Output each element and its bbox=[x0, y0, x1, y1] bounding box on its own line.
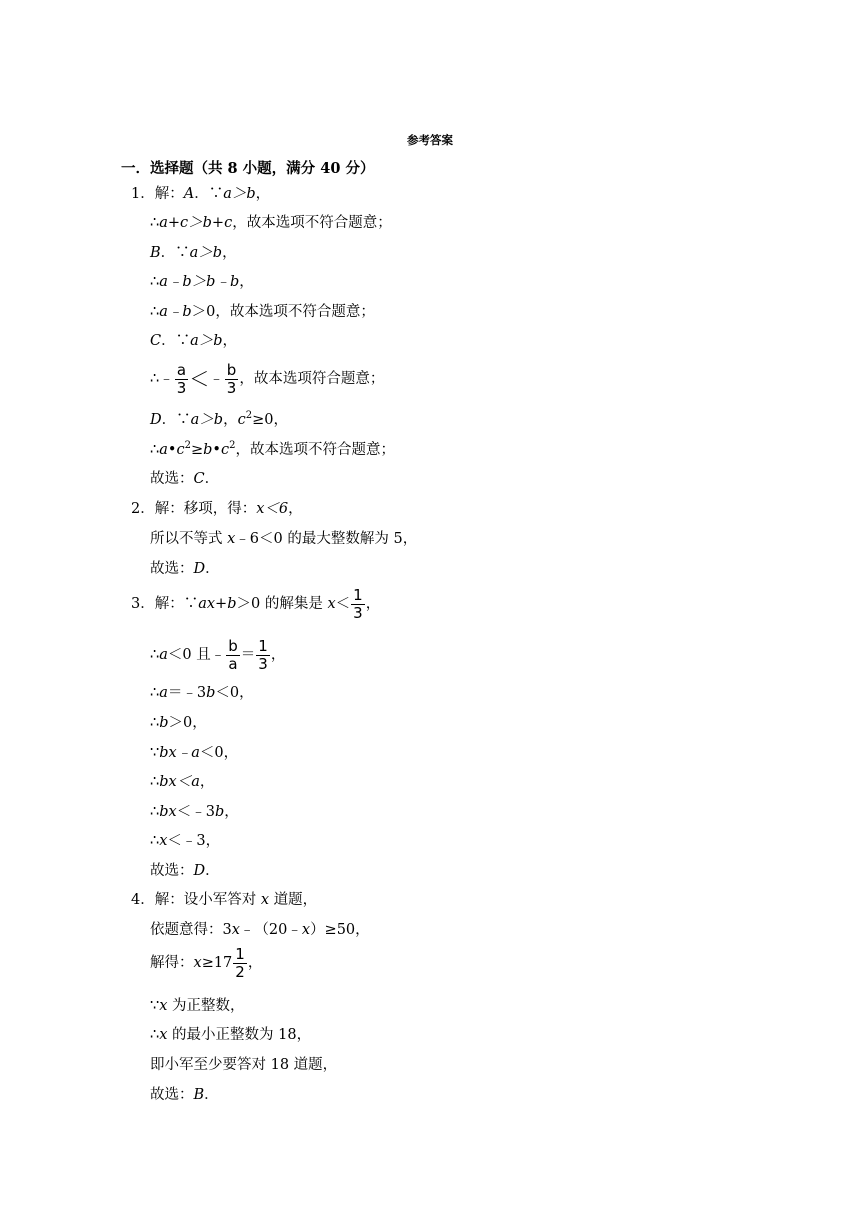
math-expr: a﹣b bbox=[159, 304, 192, 320]
therefore-symbol: ∴ bbox=[150, 715, 160, 731]
fraction bbox=[351, 587, 365, 622]
text: ．∵ bbox=[160, 245, 190, 261]
therefore-symbol: ∴ bbox=[150, 1027, 160, 1043]
numerator: a bbox=[175, 362, 189, 380]
q4-line-3 bbox=[150, 945, 262, 981]
text: 的最小正整数为 18， bbox=[167, 1027, 312, 1043]
q1-line-7 bbox=[150, 361, 384, 397]
option-label: B bbox=[150, 245, 161, 261]
math-expr: a+c＞b+c bbox=[159, 215, 233, 231]
text: ． bbox=[205, 561, 220, 577]
text: ， bbox=[222, 245, 237, 261]
minus-sign: ﹣ bbox=[159, 371, 174, 387]
ge-sign: ≥ bbox=[190, 442, 204, 458]
text: ． bbox=[205, 863, 220, 879]
therefore-symbol: ∴ bbox=[150, 804, 160, 820]
because-symbol: ∵ bbox=[150, 998, 160, 1014]
text: ．∵ bbox=[194, 186, 224, 202]
math-var: x bbox=[327, 596, 336, 612]
therefore-symbol: ∴ bbox=[150, 215, 160, 231]
text: ，故本选项符合题意； bbox=[239, 371, 385, 387]
math-expr: a﹣b＞b﹣b bbox=[159, 274, 240, 290]
q3-line-6 bbox=[150, 773, 214, 791]
math-var: x bbox=[227, 531, 236, 547]
text: 故选： bbox=[150, 561, 194, 577]
text: ， bbox=[247, 955, 263, 971]
therefore-symbol: ∴ bbox=[150, 647, 160, 663]
option-label: D bbox=[150, 412, 162, 428]
text: 即小军至少要答对 18 道题， bbox=[150, 1057, 338, 1073]
equals-sign: ＝ bbox=[240, 647, 256, 663]
text: ＞0，故本选项不符合题意； bbox=[191, 304, 375, 320]
math-var: a bbox=[159, 685, 168, 701]
math-var: x bbox=[301, 922, 311, 938]
because-symbol: ∵ bbox=[150, 745, 160, 761]
text: ＜﹣3 bbox=[176, 804, 215, 820]
text: ， bbox=[255, 186, 271, 202]
text: ， bbox=[270, 647, 286, 663]
fraction bbox=[175, 362, 189, 397]
math-expr: a＞b bbox=[190, 412, 224, 428]
text: ≥17 bbox=[201, 955, 233, 971]
math-expr: bx bbox=[159, 804, 177, 820]
math-var: x bbox=[193, 955, 202, 971]
q4-line-4 bbox=[150, 997, 245, 1015]
math-var: x bbox=[260, 892, 270, 908]
less-than-sign: ＜ bbox=[335, 596, 351, 612]
text: ＜﹣3， bbox=[167, 833, 221, 849]
math-var: x bbox=[159, 833, 168, 849]
text: ， bbox=[199, 774, 215, 790]
text: ）≥50， bbox=[310, 922, 370, 938]
math-expr: x＜6 bbox=[256, 501, 289, 517]
answer-choice: B bbox=[193, 1087, 205, 1103]
text: ， bbox=[239, 274, 254, 290]
text: ，故本选项不符合题意； bbox=[232, 215, 392, 231]
math-var: x bbox=[231, 922, 240, 938]
minus-sign: ﹣ bbox=[209, 371, 224, 387]
math-var: b bbox=[203, 442, 213, 458]
q3-line-2 bbox=[150, 637, 285, 673]
q1-line-3 bbox=[150, 244, 237, 262]
text: ， bbox=[222, 333, 238, 349]
math-var: c bbox=[237, 412, 246, 428]
math-expr: bx﹣a bbox=[159, 745, 200, 761]
fraction bbox=[226, 638, 240, 673]
q1-line-8 bbox=[150, 411, 288, 429]
q3-line-7 bbox=[150, 803, 239, 821]
q2-line-2 bbox=[150, 530, 417, 548]
exponent: 2 bbox=[184, 440, 191, 451]
denominator: a bbox=[228, 654, 238, 673]
math-expr: a＞b bbox=[223, 186, 256, 202]
therefore-symbol: ∴ bbox=[150, 371, 160, 387]
text: ， bbox=[223, 412, 238, 428]
text: 2．解：移项，得： bbox=[131, 501, 257, 517]
q1-answer bbox=[150, 470, 219, 488]
option-label: C bbox=[150, 333, 162, 349]
text: 依题意得：3 bbox=[150, 922, 232, 938]
q1-line-2 bbox=[150, 214, 392, 232]
denominator: 2 bbox=[235, 962, 245, 981]
text: ＜0， bbox=[215, 685, 254, 701]
text: 解得： bbox=[150, 955, 194, 971]
text: ， bbox=[224, 804, 239, 820]
math-var: c bbox=[220, 442, 230, 458]
therefore-symbol: ∴ bbox=[150, 774, 160, 790]
text: 所以不等式 bbox=[150, 531, 228, 547]
text: 故选： bbox=[150, 863, 194, 879]
q3-line-8 bbox=[150, 832, 220, 850]
fraction bbox=[233, 946, 247, 981]
q1-line-1 bbox=[131, 185, 270, 203]
q4-line-1 bbox=[131, 891, 317, 909]
text: ， bbox=[365, 596, 381, 612]
text: ，故本选项不符合题意； bbox=[235, 442, 395, 458]
text: 1．解： bbox=[131, 186, 184, 202]
math-expr: a＞b bbox=[189, 245, 223, 261]
text: ﹣（20﹣ bbox=[239, 922, 302, 938]
q3-line-3 bbox=[150, 684, 254, 702]
text: 3．解：∵ bbox=[131, 596, 199, 612]
exponent: 2 bbox=[245, 410, 253, 421]
numerator: 1 bbox=[258, 636, 268, 655]
q4-line-2 bbox=[150, 921, 370, 939]
q1-line-5 bbox=[150, 303, 375, 321]
therefore-symbol: ∴ bbox=[150, 304, 160, 320]
denominator: 3 bbox=[176, 378, 187, 397]
text: ．∵ bbox=[161, 412, 191, 428]
math-var: x bbox=[159, 998, 168, 1014]
therefore-symbol: ∴ bbox=[150, 442, 160, 458]
text: ．∵ bbox=[161, 333, 191, 349]
denominator: 3 bbox=[226, 378, 237, 397]
math-var: b bbox=[159, 715, 169, 731]
page-title: 参考答案 bbox=[407, 133, 453, 147]
therefore-symbol: ∴ bbox=[150, 685, 160, 701]
q1-line-9 bbox=[150, 441, 395, 459]
therefore-symbol: ∴ bbox=[150, 833, 160, 849]
less-than-sign: ＜ bbox=[189, 367, 210, 391]
math-expr: a＞b bbox=[190, 333, 223, 349]
math-var: c bbox=[176, 442, 185, 458]
text: 故选： bbox=[150, 471, 194, 487]
text: ． bbox=[204, 1087, 219, 1103]
text: 故选： bbox=[150, 1087, 194, 1103]
math-expr: ax+b bbox=[198, 596, 237, 612]
q3-answer bbox=[150, 862, 220, 880]
numerator: b bbox=[225, 362, 239, 380]
section-heading: 一．选择题（共 8 小题，满分 40 分） bbox=[121, 160, 375, 177]
text: ﹣6＜0 的最大整数解为 5， bbox=[235, 531, 418, 547]
denominator: 3 bbox=[258, 654, 268, 673]
fraction bbox=[225, 362, 239, 397]
math-var: x bbox=[159, 1027, 168, 1043]
text: 4．解：设小军答对 bbox=[131, 892, 261, 908]
numerator: b bbox=[228, 636, 238, 655]
text: ＜0， bbox=[199, 745, 239, 761]
q4-line-5 bbox=[150, 1026, 311, 1044]
text: ， bbox=[288, 501, 303, 517]
text: ＝﹣3 bbox=[167, 685, 207, 701]
math-expr: bx＜a bbox=[159, 774, 200, 790]
text: 道题， bbox=[269, 892, 318, 908]
exponent: 2 bbox=[229, 440, 236, 451]
answer-choice: C bbox=[193, 471, 205, 487]
dot-operator: • bbox=[212, 442, 221, 458]
math-var: b bbox=[214, 804, 225, 820]
denominator: 3 bbox=[353, 603, 363, 622]
numerator: 1 bbox=[353, 585, 363, 604]
text: ＜0 且﹣ bbox=[167, 647, 226, 663]
option-label: A bbox=[183, 186, 195, 202]
q3-line-5 bbox=[150, 744, 238, 762]
q2-answer bbox=[150, 560, 220, 578]
answer-choice: D bbox=[193, 561, 206, 577]
q2-line-1 bbox=[131, 500, 303, 518]
q1-line-4 bbox=[150, 273, 254, 291]
text: ＞0， bbox=[168, 715, 207, 731]
answer-choice: D bbox=[193, 863, 206, 879]
q3-line-4 bbox=[150, 714, 207, 732]
dot-operator: • bbox=[167, 442, 177, 458]
therefore-symbol: ∴ bbox=[150, 274, 160, 290]
q1-line-6 bbox=[150, 332, 237, 350]
numerator: 1 bbox=[235, 944, 245, 963]
q4-answer bbox=[150, 1086, 219, 1104]
text: 为正整数， bbox=[167, 998, 245, 1014]
math-var: a bbox=[159, 442, 168, 458]
text: ． bbox=[204, 471, 220, 487]
q3-line-1 bbox=[131, 586, 380, 622]
q4-line-6 bbox=[150, 1056, 337, 1074]
fraction bbox=[256, 638, 270, 673]
math-var: b bbox=[206, 685, 216, 701]
text: ＞0 的解集是 bbox=[236, 596, 328, 612]
text: ≥0， bbox=[252, 412, 288, 428]
math-var: a bbox=[159, 647, 168, 663]
